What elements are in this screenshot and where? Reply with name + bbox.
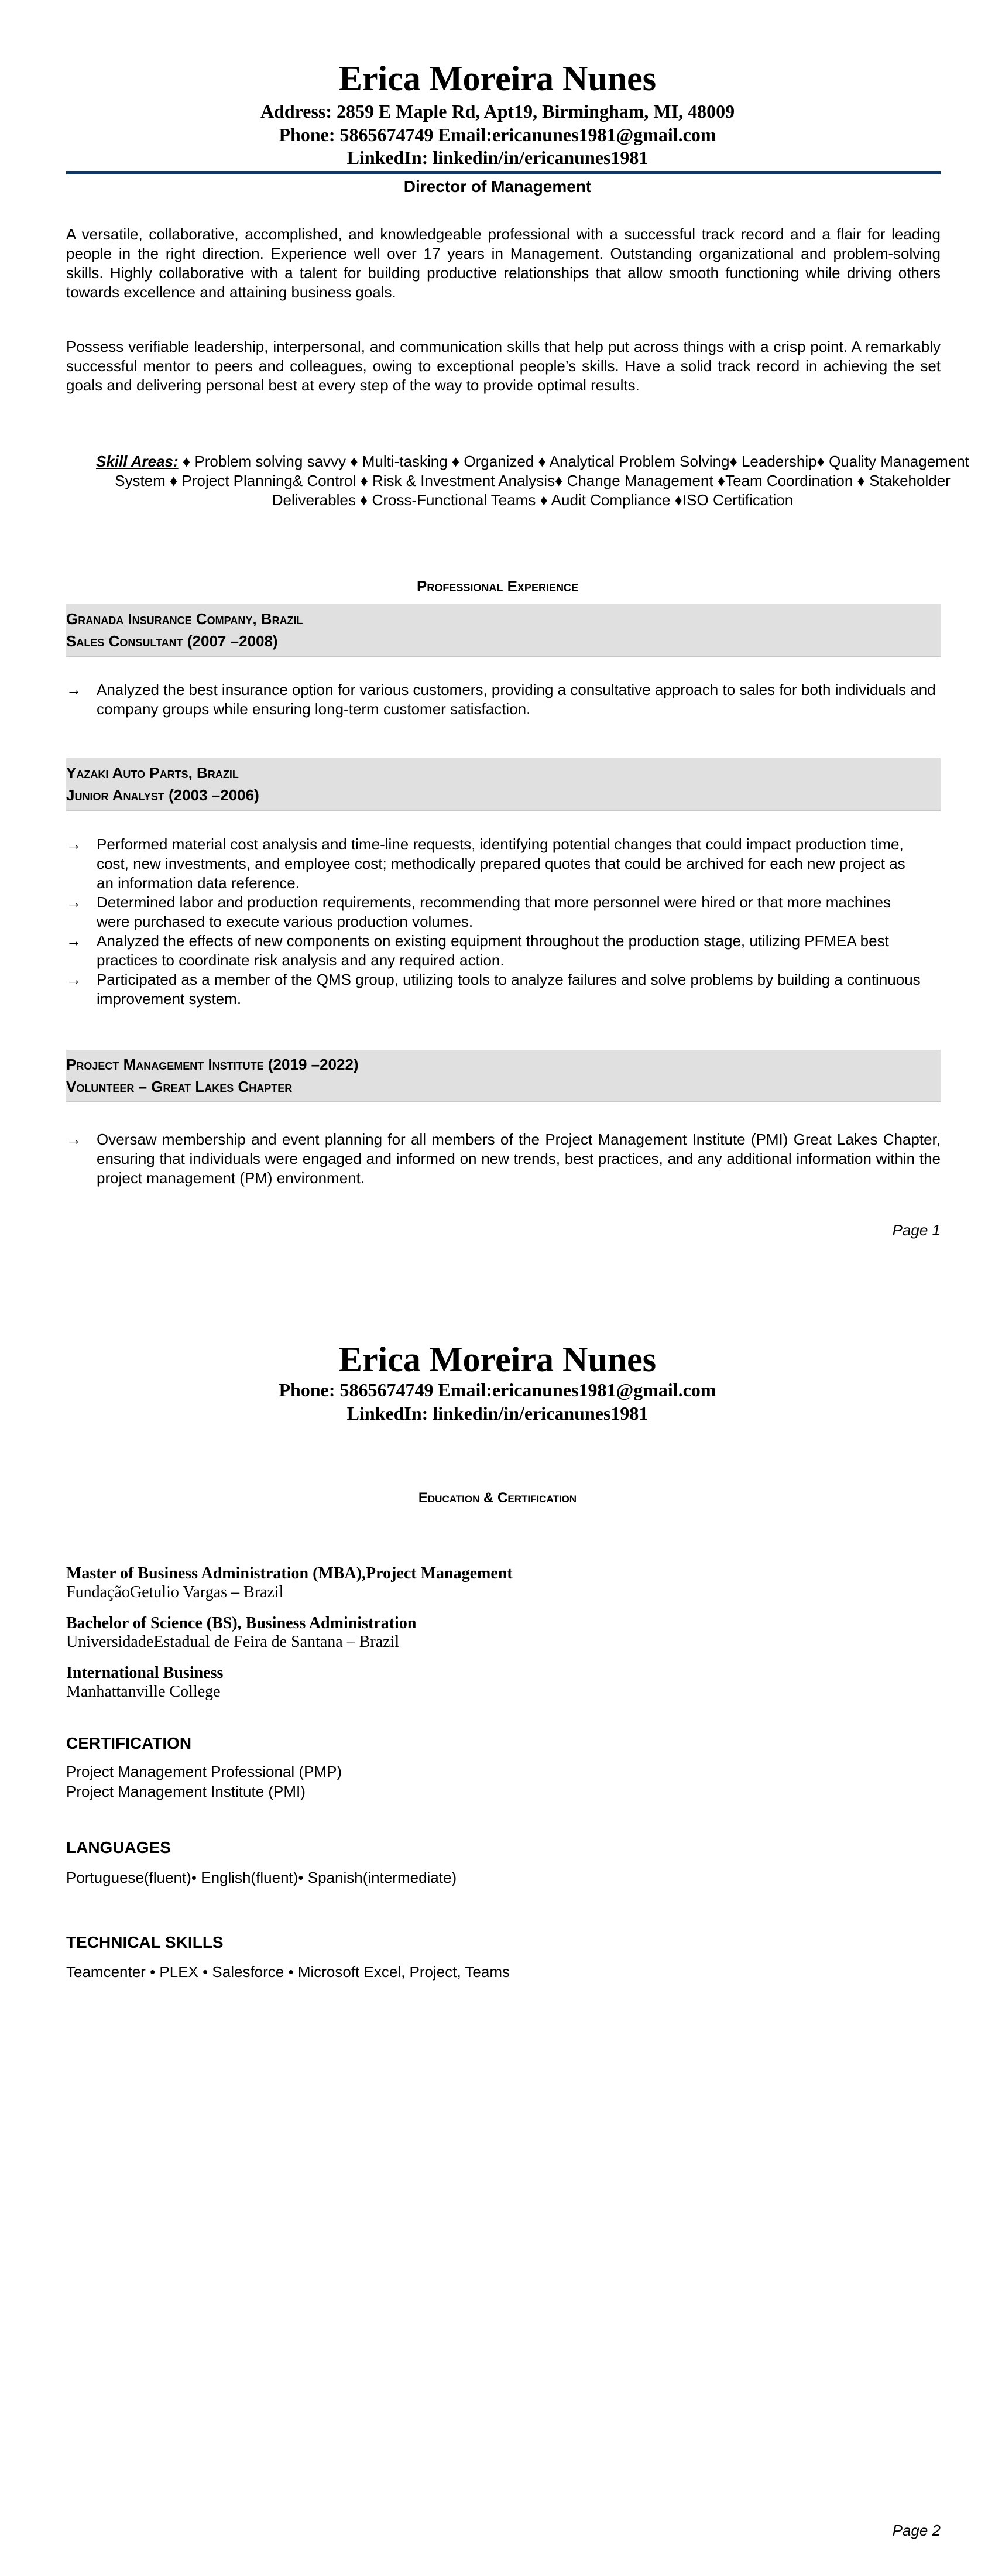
skill-areas <box>94 452 972 510</box>
linkedin: LinkedIn: linkedin/in/ericanunes1981 <box>346 1403 649 1424</box>
list-item <box>66 970 921 1009</box>
page-number: Page 1 <box>892 1221 941 1239</box>
arrow-icon: → <box>66 932 81 950</box>
page-number: Page 2 <box>892 2522 941 2539</box>
job-header <box>66 604 941 657</box>
certification-item: Project Management Institute (PMI) <box>66 1783 306 1800</box>
arrow-icon: → <box>66 893 81 911</box>
bullet-text: Oversaw membership and event planning for all members of the Project Management Institute (PMI) Great Lakes Chapter, ensuring that individuals were engaged and informed on new trends, best practices, and any additional information within the project management (PM) environment. <box>97 1131 941 1187</box>
linkedin: LinkedIn: linkedin/in/ericanunes1981 <box>346 147 649 168</box>
bullet-text: Analyzed the best insurance option for various customers, providing a consultative approach to sales for both individuals and company groups while ensuring long-term customer satisfaction. <box>97 681 936 718</box>
education-heading: Education & Certification <box>418 1490 577 1506</box>
arrow-icon: → <box>66 971 81 988</box>
list-item <box>66 680 941 719</box>
summary-paragraph: Possess verifiable leadership, interpersonal, and communication skills that help put across things with a crisp point. A remarkably successful mentor to peers and colleagues, owing to exceptional people’s skills. Have a solid track record in achieving the set goals and delivering personal best at every step of the way to provide optimal results. <box>66 338 941 394</box>
list-item <box>66 931 921 970</box>
role: Volunteer – Great Lakes Chapter <box>66 1078 293 1095</box>
languages-list: Portuguese(fluent)• English(fluent)• Spanish(intermediate) <box>66 1869 457 1886</box>
bullet-text: Determined labor and production requirements, recommending that more personnel were hired or that more machines were purchased to execute various production volumes. <box>97 893 891 930</box>
phone-email: Phone: 5865674749 Email:ericanunes1981@gmail.com <box>279 1379 716 1400</box>
list-item <box>66 1130 941 1188</box>
summary-paragraph: A versatile, collaborative, accomplished, and knowledgeable professional with a successful track record and a flair for leading people in the right direction. Experience well over 17 years in Management. Outstanding organizational and problem-solving skills. Highly collaborative with a talent for building productive relationships that allow smooth functioning while driving others towards excellence and attaining business goals. <box>66 225 941 301</box>
school: FundaçãoGetulio Vargas – Brazil <box>66 1583 284 1601</box>
arrow-icon: → <box>66 1131 81 1148</box>
address: Address: 2859 E Maple Rd, Apt19, Birmingham, MI, 48009 <box>260 101 735 122</box>
role: Sales Consultant (2007 –2008) <box>66 632 278 650</box>
school: Manhattanville College <box>66 1683 221 1701</box>
job-header <box>66 1050 941 1102</box>
degree: International Business <box>66 1664 224 1682</box>
role: Junior Analyst (2003 –2006) <box>66 786 259 804</box>
company: Granada Insurance Company, Brazil <box>66 610 303 628</box>
job-title: Director of Management <box>403 177 592 196</box>
candidate-name: Erica Moreira Nunes <box>338 59 657 98</box>
job-bullets <box>66 835 921 1009</box>
education-item <box>66 1564 513 1602</box>
phone-email: Phone: 5865674749 Email:ericanunes1981@gmail.com <box>279 124 716 145</box>
arrow-icon: → <box>66 681 81 698</box>
certification-item: Project Management Professional (PMP) <box>66 1763 342 1780</box>
job-header <box>66 758 941 811</box>
skill-areas-label: Skill Areas: <box>96 453 179 470</box>
technical-skills-list: Teamcenter • PLEX • Salesforce • Microsoft Excel, Project, Teams <box>66 1963 510 1981</box>
bullet-text: Performed material cost analysis and time-line requests, identifying potential changes that could impact production time, cost, new investments, and employee cost; methodically prepared quotes that could be archived for each new project as an information data reference. <box>97 835 905 892</box>
job-bullets <box>66 680 941 719</box>
list-item <box>66 835 921 893</box>
certification-heading: CERTIFICATION <box>66 1734 192 1752</box>
header-rule <box>66 171 941 174</box>
company: Yazaki Auto Parts, Brazil <box>66 764 239 782</box>
skill-areas-list: ♦ Problem solving savvy ♦ Multi-tasking ♦ Organized ♦ Analytical Problem Solving♦ Leadership♦ Quality Management System ♦ Project Planning& Control ♦ Risk & Investment Analysis♦ Change Management ♦Team Coordination ♦ Stakeholder Deliverables ♦ Cross-Functional Teams ♦ Audit Compliance ♦ISO Certification <box>115 453 969 509</box>
languages-heading: LANGUAGES <box>66 1838 171 1856</box>
candidate-name: Erica Moreira Nunes <box>338 1340 657 1379</box>
company: Project Management Institute (2019 –2022) <box>66 1056 359 1073</box>
job-bullets <box>66 1130 941 1188</box>
experience-heading: Professional Experience <box>417 577 578 595</box>
degree: Bachelor of Science (BS), Business Administration <box>66 1614 417 1632</box>
technical-skills-heading: TECHNICAL SKILLS <box>66 1933 224 1951</box>
bullet-text: Analyzed the effects of new components on existing equipment throughout the production stage, utilizing PFMEA best practices to coordinate risk analysis and any required action. <box>97 932 889 969</box>
education-item <box>66 1664 223 1701</box>
education-item <box>66 1614 416 1652</box>
school: UniversidadeEstadual de Feira de Santana – Brazil <box>66 1633 400 1651</box>
bullet-text: Participated as a member of the QMS group, utilizing tools to analyze failures and solve problems by building a continuous improvement system. <box>97 971 921 1008</box>
arrow-icon: → <box>66 835 81 853</box>
degree: Master of Business Administration (MBA),Project Management <box>66 1564 513 1582</box>
list-item <box>66 893 921 931</box>
